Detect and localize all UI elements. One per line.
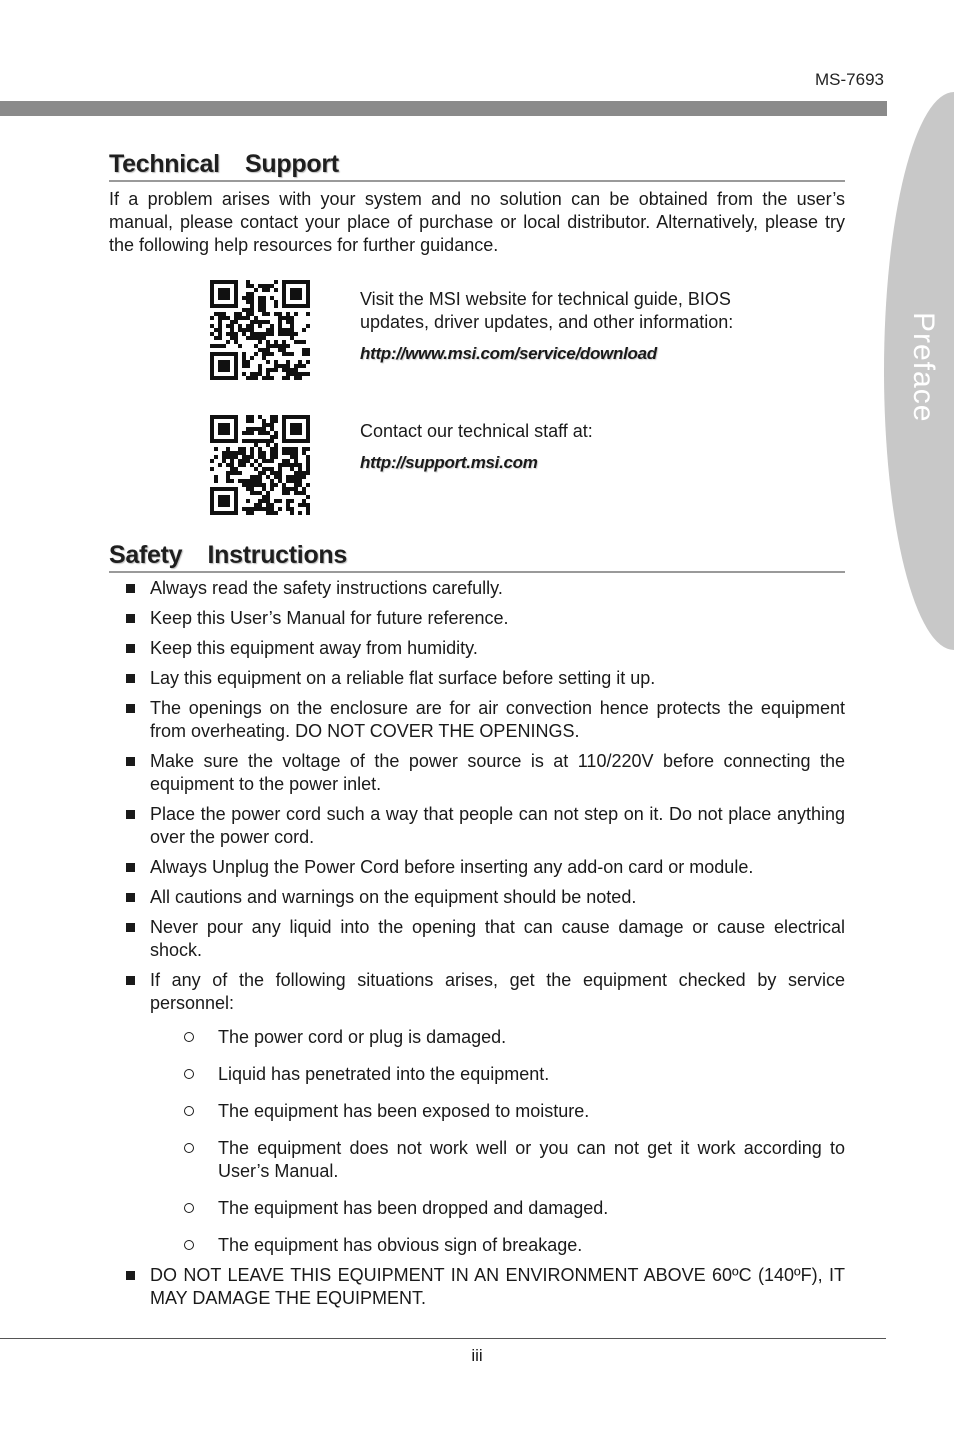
list-item-text: If any of the following situations arises, get the equipment checked by service personnel: — [150, 970, 845, 1013]
list-item: Make sure the voltage of the power source is at 110/220V before connecting the equipment to the power inlet. — [109, 750, 845, 796]
help-resource-text: Visit the MSI website for technical guide, BIOS updates, driver updates, and other information: — [360, 289, 734, 332]
download-link[interactable]: http://www.msi.com/service/download — [360, 344, 657, 363]
list-item: The openings on the enclosure are for air convection hence protects the equipment from overheating. DO NOT COVER THE OPENINGS. — [109, 697, 845, 743]
list-item: Lay this equipment on a reliable flat surface before setting it up. — [109, 667, 845, 690]
sub-list — [150, 1026, 845, 1257]
sub-list-item: The power cord or plug is damaged. — [150, 1026, 845, 1049]
technical-support-section — [109, 150, 845, 257]
list-item: All cautions and warnings on the equipment should be noted. — [109, 886, 845, 909]
list-item: Keep this equipment away from humidity. — [109, 637, 845, 660]
section-title-technical-support: Technical Support — [109, 150, 845, 182]
sub-list-item: The equipment does not work well or you can not get it work according to User’s Manual. — [150, 1137, 845, 1183]
model-number: MS-7693 — [815, 70, 884, 89]
list-item: DO NOT LEAVE THIS EQUIPMENT IN AN ENVIRONMENT ABOVE 60ºC (140ºF), IT MAY DAMAGE THE EQUIPMENT. — [109, 1264, 845, 1310]
qr-code-icon — [200, 270, 320, 390]
page-number: iii — [471, 1346, 483, 1365]
list-item: Always Unplug the Power Cord before inserting any add-on card or module. — [109, 856, 845, 879]
side-tab-label: Preface — [907, 312, 940, 423]
list-item: Keep this User’s Manual for future reference. — [109, 607, 845, 630]
sub-list-item: The equipment has obvious sign of breakage. — [150, 1234, 845, 1257]
section-title-safety: Safety Instructions — [109, 541, 845, 573]
list-item: Always read the safety instructions carefully. — [109, 577, 845, 600]
qr-code-icon — [200, 405, 320, 525]
safety-list — [109, 577, 845, 1310]
header-bar — [0, 101, 887, 116]
help-resources — [109, 270, 845, 530]
help-resource-text: Contact our technical staff at: — [360, 421, 593, 441]
list-item — [109, 969, 845, 1257]
sub-list-item: The equipment has been exposed to moisture. — [150, 1100, 845, 1123]
technical-support-intro: If a problem arises with your system and no solution can be obtained from the user’s manual, please contact your place of purchase or local distributor. Alternatively, please try the following help resources for further guidance. — [109, 189, 845, 255]
safety-section — [109, 541, 845, 1317]
list-item: Never pour any liquid into the opening that can cause damage or cause electrical shock. — [109, 916, 845, 962]
footer-rule — [0, 1338, 886, 1339]
sub-list-item: Liquid has penetrated into the equipment. — [150, 1063, 845, 1086]
support-link[interactable]: http://support.msi.com — [360, 453, 538, 472]
sub-list-item: The equipment has been dropped and damaged. — [150, 1197, 845, 1220]
list-item: Place the power cord such a way that people can not step on it. Do not place anything over the power cord. — [109, 803, 845, 849]
